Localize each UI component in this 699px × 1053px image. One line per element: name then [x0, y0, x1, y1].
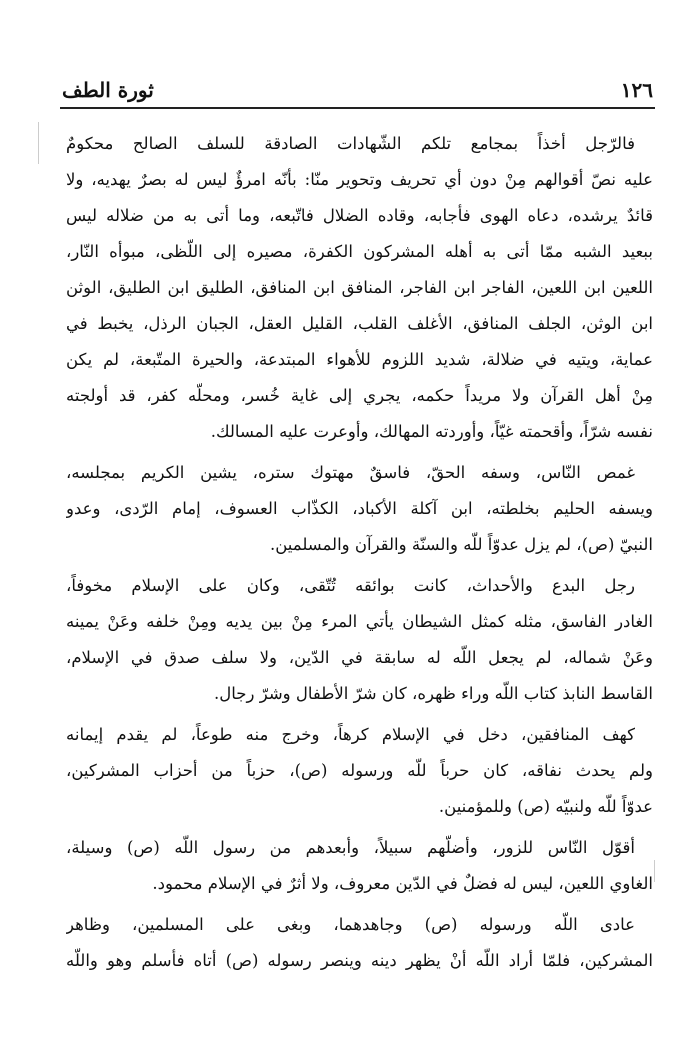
text-line: عليه نصّ أقوالهم مِنْ دون أي تحريف وتحوير منّا: بأنّه امرؤٌ ليس له بصرٌ يهديه، ولا: [66, 170, 653, 189]
paragraph-1: [66, 126, 653, 450]
left-margin-mark: [38, 122, 39, 164]
text-line: مِنْ أهل القرآن ولا مريداً حكمه، يجري إلى غاية خُسر، ومحلّه كفر، قد أولجته: [66, 386, 653, 405]
text-line: فالرّجل أخذاً بمجامع تلكم الشّهادات الصادقة للسلف الصالح محكومٌ: [66, 134, 635, 153]
right-margin-mark: [654, 860, 655, 882]
text-line: وعَنْ شماله، لم يجعل اللّه له سابقة في الدّين، ولا سلف صدق في الإسلام،: [66, 648, 653, 667]
text-line: الغادر الفاسق، مثله كمثل الشيطان يأتي المرء مِنْ بين يديه ومِنْ خلفه وعَنْ يمينه: [66, 612, 653, 631]
text-line: أقوّل النّاس للزور، وأضلّهم سبيلاً، وأبعدهم من رسول اللّه (ص) وسيلة،: [66, 838, 635, 857]
text-line: رجل البدع والأحداث، كانت بوائقه تُتّقى، وكان على الإسلام مخوفاً،: [66, 576, 635, 595]
text-line: نفسه شرّاً، وأقحمته غيّاً، وأوردته المهالك، وأوعرت عليه المسالك.: [210, 422, 653, 441]
paragraph-2: [66, 455, 653, 563]
paragraph-4: [66, 717, 653, 825]
text-line: كهف المنافقين، دخل في الإسلام كرهاً، وخرج منه طوعاً، لم يقدم إيمانه: [66, 725, 635, 744]
header-divider: [60, 107, 655, 109]
text-line: ولم يحدث نفاقه، كان حرباً للّه ورسوله (ص)، حزباً من أحزاب المشركين،: [66, 761, 653, 780]
page-number: ١٢٦: [620, 78, 653, 102]
body-text: [66, 126, 653, 984]
text-line: عادى اللّه ورسوله (ص) وجاهدهما، وبغى على المسلمين، وظاهر: [66, 915, 635, 934]
text-line: الغاوي اللعين، ليس له فضلٌ في الدّين معروف، ولا أثرٌ في الإسلام محمود.: [152, 874, 653, 893]
text-line: عماية، ويتيه في ضلالة، شديد اللزوم للأهواء المبتدعة، والحيرة المتّبعة، لم يكن: [66, 350, 653, 369]
text-line: غمص النّاس، وسفه الحقّ، فاسقٌ مهتوك ستره، يشين الكريم بمجلسه،: [66, 463, 635, 482]
text-line: عدوّاً للّه ولنبيّه (ص) وللمؤمنين.: [438, 797, 653, 816]
page-header: [62, 78, 653, 106]
paragraph-6: [66, 907, 653, 979]
text-line: ويسفه الحليم بخلطته، ابن آكلة الأكباد، الكذّاب العسوف، إمام الرّدى، وعدو: [66, 499, 653, 518]
text-line: قائدٌ يرشده، دعاه الهوى فأجابه، وقاده الضلال فاتّبعه، وما أتى به من ضلاله ليس: [66, 206, 653, 225]
paragraph-5: [66, 830, 653, 902]
text-line: القاسط النابذ كتاب اللّه وراء ظهره، كان شرّ الأطفال وشرّ رجال.: [214, 684, 653, 703]
text-line: اللعين ابن اللعين، الفاجر ابن الفاجر، المنافق ابن المنافق، الطليق ابن الطليق، الوثن: [66, 278, 653, 297]
text-line: ابن الوثن، الجلف المنافق، الأغلف القلب، القليل العقل، الجبان الرذل، يخبط في: [66, 314, 653, 333]
running-title: ثورة الطف: [62, 78, 154, 102]
paragraph-3: [66, 568, 653, 712]
text-line: ببعيد الشبه ممّا أتى به أهله المشركون الكفرة، مصيره إلى اللّظى، مبوأه النّار،: [66, 242, 653, 261]
text-line: النبيّ (ص)، لم يزل عدوّاً للّه والسنّة والقرآن والمسلمين.: [270, 535, 653, 554]
text-line: المشركين، فلمّا أراد اللّه أنْ يظهر دينه وينصر رسوله (ص) أتاه فأسلم وهو واللّه: [66, 951, 653, 970]
